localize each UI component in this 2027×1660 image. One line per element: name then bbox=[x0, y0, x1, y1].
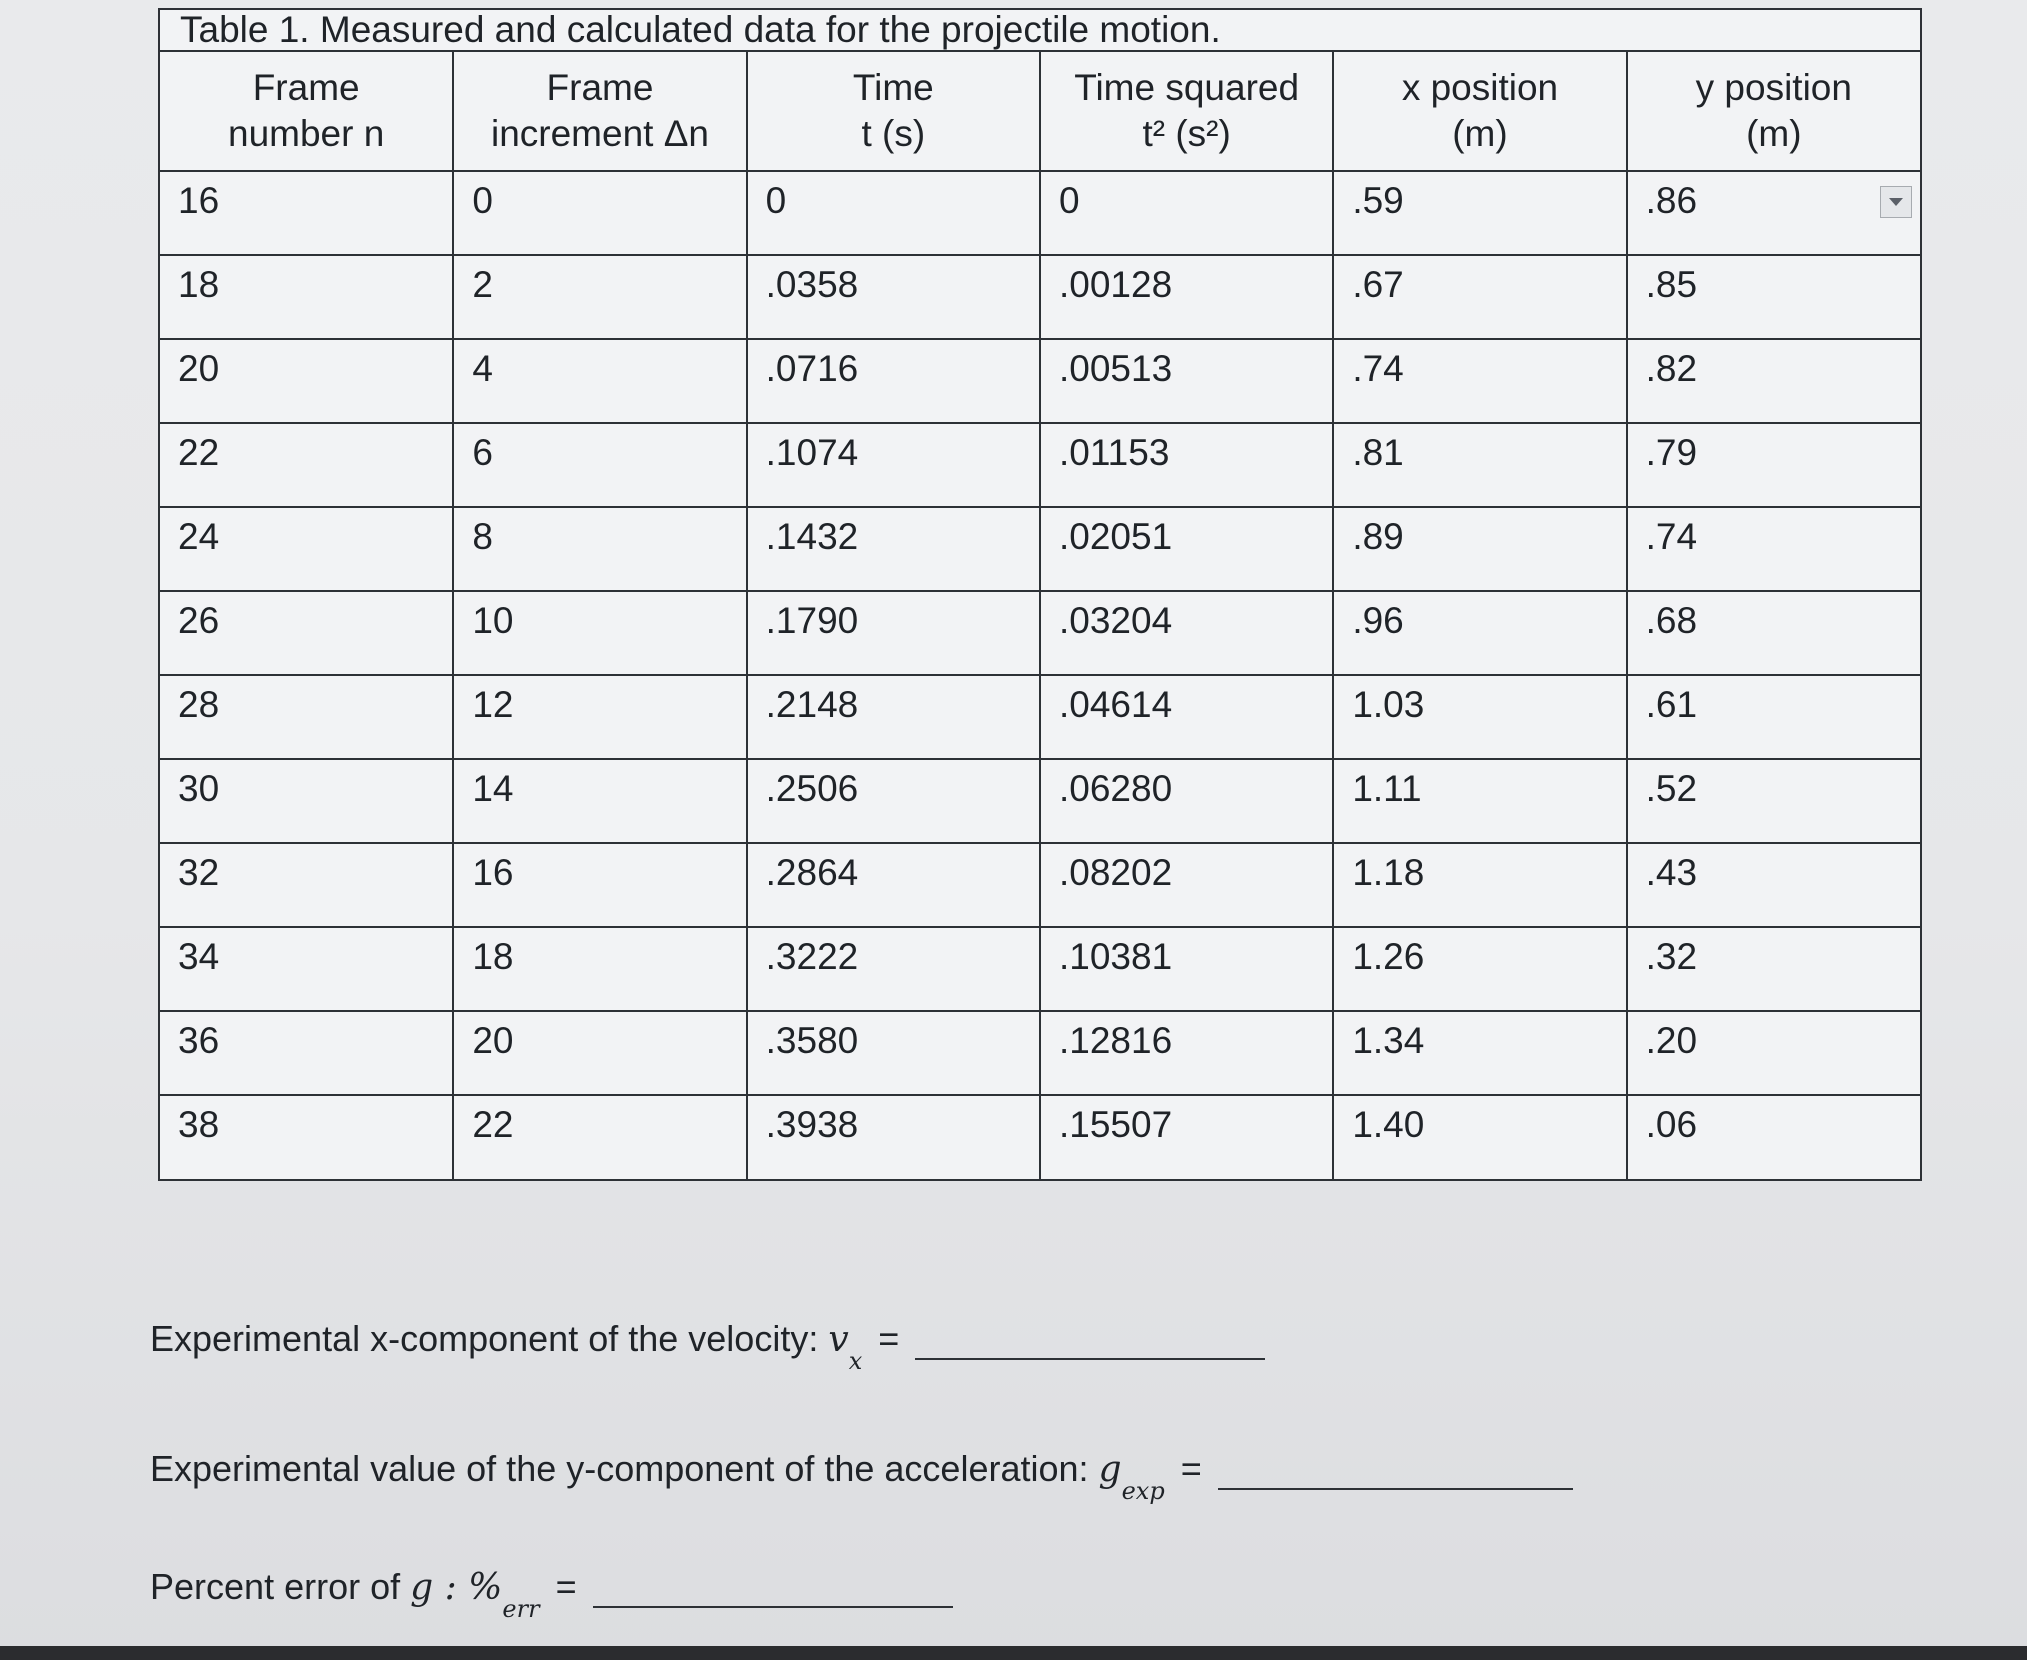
table-row bbox=[160, 1011, 1920, 1095]
symbol-gexp: g bbox=[1098, 1449, 1122, 1490]
header-x-position-line1: x position bbox=[1401, 67, 1559, 108]
cell-frame-number[interactable]: 36 bbox=[160, 1011, 453, 1095]
answer-blank-vx[interactable] bbox=[915, 1334, 1265, 1360]
question-gexp bbox=[150, 1448, 1573, 1505]
cell-y-position[interactable]: .20 bbox=[1627, 1011, 1920, 1095]
cell-time[interactable]: 0 bbox=[747, 171, 1040, 255]
header-time-squared-line1: Time squared bbox=[1074, 67, 1300, 108]
table-row bbox=[160, 759, 1920, 843]
cell-time[interactable]: .2148 bbox=[747, 675, 1040, 759]
header-frame-number bbox=[160, 52, 453, 171]
table-row bbox=[160, 675, 1920, 759]
header-time-squared-line2: t² (s²) bbox=[1142, 113, 1231, 154]
cell-y-position: .86 bbox=[1645, 180, 1698, 221]
cell-frame-number[interactable]: 16 bbox=[160, 171, 453, 255]
cell-frame-number[interactable]: 38 bbox=[160, 1095, 453, 1179]
cell-time-squared[interactable]: .06280 bbox=[1040, 759, 1333, 843]
header-frame-number-line1: Frame bbox=[252, 67, 360, 108]
cell-time-squared[interactable]: 0 bbox=[1040, 171, 1333, 255]
cell-x-position[interactable]: .74 bbox=[1333, 339, 1626, 423]
answer-blank-perr[interactable] bbox=[593, 1582, 953, 1608]
table-caption: Table 1. Measured and calculated data for the projectile motion. bbox=[160, 10, 1920, 52]
header-x-position-line2: (m) bbox=[1452, 113, 1508, 154]
cell-y-position[interactable]: .61 bbox=[1627, 675, 1920, 759]
cell-y-position[interactable]: .32 bbox=[1627, 927, 1920, 1011]
cell-frame-increment[interactable]: 22 bbox=[453, 1095, 746, 1179]
table-row bbox=[160, 843, 1920, 927]
header-frame-increment bbox=[453, 52, 746, 171]
cell-y-position[interactable]: .52 bbox=[1627, 759, 1920, 843]
cell-y-position[interactable]: .43 bbox=[1627, 843, 1920, 927]
cell-frame-number[interactable]: 18 bbox=[160, 255, 453, 339]
projectile-data-table bbox=[160, 52, 1920, 1179]
data-table-frame bbox=[158, 8, 1922, 1181]
symbol-perr: g : % bbox=[410, 1567, 503, 1608]
table-header-row bbox=[160, 52, 1920, 171]
cell-x-position[interactable]: 1.40 bbox=[1333, 1095, 1626, 1179]
header-frame-increment-line1: Frame bbox=[546, 67, 654, 108]
table-row bbox=[160, 507, 1920, 591]
cell-time-squared[interactable]: .08202 bbox=[1040, 843, 1333, 927]
header-y-position-line1: y position bbox=[1695, 67, 1852, 108]
table-row bbox=[160, 339, 1920, 423]
cell-frame-increment[interactable]: 2 bbox=[453, 255, 746, 339]
header-time bbox=[747, 52, 1040, 171]
cell-frame-increment[interactable]: 14 bbox=[453, 759, 746, 843]
header-time-squared bbox=[1040, 52, 1333, 171]
header-frame-number-line2: number n bbox=[228, 113, 385, 154]
equals-perr: = bbox=[555, 1566, 577, 1607]
equals-vx: = bbox=[878, 1318, 900, 1359]
cell-y-position[interactable]: .82 bbox=[1627, 339, 1920, 423]
cell-y-position-with-dropdown[interactable] bbox=[1627, 171, 1920, 255]
cell-time[interactable]: .2506 bbox=[747, 759, 1040, 843]
cell-x-position[interactable]: 1.26 bbox=[1333, 927, 1626, 1011]
cell-time-squared[interactable]: .10381 bbox=[1040, 927, 1333, 1011]
dropdown-arrow-icon[interactable] bbox=[1880, 186, 1912, 218]
cell-time[interactable]: .3580 bbox=[747, 1011, 1040, 1095]
cell-time[interactable]: .2864 bbox=[747, 843, 1040, 927]
cell-y-position[interactable]: .85 bbox=[1627, 255, 1920, 339]
cell-x-position[interactable]: 1.03 bbox=[1333, 675, 1626, 759]
cell-time[interactable]: .3938 bbox=[747, 1095, 1040, 1179]
cell-frame-number[interactable]: 24 bbox=[160, 507, 453, 591]
cell-frame-increment[interactable]: 4 bbox=[453, 339, 746, 423]
cell-x-position[interactable]: .81 bbox=[1333, 423, 1626, 507]
cell-frame-number[interactable]: 34 bbox=[160, 927, 453, 1011]
header-time-line2: t (s) bbox=[861, 113, 926, 154]
question-perr-label: Percent error of bbox=[150, 1566, 401, 1607]
question-perr bbox=[150, 1566, 953, 1623]
cell-x-position[interactable]: .96 bbox=[1333, 591, 1626, 675]
bottom-edge-bar bbox=[0, 1646, 2027, 1660]
cell-frame-number[interactable]: 22 bbox=[160, 423, 453, 507]
cell-x-position[interactable]: .89 bbox=[1333, 507, 1626, 591]
cell-time-squared[interactable]: .03204 bbox=[1040, 591, 1333, 675]
equals-gexp: = bbox=[1180, 1448, 1202, 1489]
cell-y-position[interactable]: .06 bbox=[1627, 1095, 1920, 1179]
cell-time[interactable]: .0716 bbox=[747, 339, 1040, 423]
header-frame-increment-line2: increment Δn bbox=[490, 113, 709, 154]
cell-x-position[interactable]: .59 bbox=[1333, 171, 1626, 255]
cell-frame-increment[interactable]: 16 bbox=[453, 843, 746, 927]
subscript-perr: err bbox=[502, 1595, 540, 1623]
cell-frame-increment[interactable]: 8 bbox=[453, 507, 746, 591]
cell-frame-increment[interactable]: 12 bbox=[453, 675, 746, 759]
cell-frame-number[interactable]: 28 bbox=[160, 675, 453, 759]
cell-x-position[interactable]: 1.18 bbox=[1333, 843, 1626, 927]
cell-x-position[interactable]: 1.11 bbox=[1333, 759, 1626, 843]
cell-time[interactable]: .1074 bbox=[747, 423, 1040, 507]
cell-time[interactable]: .1432 bbox=[747, 507, 1040, 591]
table-row bbox=[160, 171, 1920, 255]
cell-time-squared[interactable]: .02051 bbox=[1040, 507, 1333, 591]
answer-blank-gexp[interactable] bbox=[1218, 1464, 1573, 1490]
cell-time[interactable]: .0358 bbox=[747, 255, 1040, 339]
table-row bbox=[160, 591, 1920, 675]
question-vx bbox=[150, 1318, 1265, 1375]
header-y-position bbox=[1627, 52, 1920, 171]
cell-frame-increment[interactable]: 10 bbox=[453, 591, 746, 675]
cell-y-position[interactable]: .74 bbox=[1627, 507, 1920, 591]
cell-y-position[interactable]: .68 bbox=[1627, 591, 1920, 675]
header-x-position bbox=[1333, 52, 1626, 171]
cell-time[interactable]: .1790 bbox=[747, 591, 1040, 675]
worksheet bbox=[150, 8, 1920, 1648]
cell-y-position[interactable]: .79 bbox=[1627, 423, 1920, 507]
table-row bbox=[160, 927, 1920, 1011]
subscript-vx: x bbox=[848, 1347, 863, 1375]
cell-frame-number[interactable]: 30 bbox=[160, 759, 453, 843]
table-row bbox=[160, 423, 1920, 507]
subscript-gexp: exp bbox=[1121, 1477, 1165, 1505]
cell-time-squared[interactable]: .00513 bbox=[1040, 339, 1333, 423]
cell-x-position[interactable]: 1.34 bbox=[1333, 1011, 1626, 1095]
cell-time-squared[interactable]: .15507 bbox=[1040, 1095, 1333, 1179]
cell-frame-increment[interactable]: 20 bbox=[453, 1011, 746, 1095]
question-vx-label: Experimental x-component of the velocity: bbox=[150, 1318, 819, 1359]
symbol-vx: v bbox=[828, 1319, 849, 1360]
question-gexp-label: Experimental value of the y-component of the acceleration: bbox=[150, 1448, 1089, 1489]
cell-frame-number[interactable]: 32 bbox=[160, 843, 453, 927]
cell-time-squared[interactable]: .01153 bbox=[1040, 423, 1333, 507]
cell-time-squared[interactable]: .00128 bbox=[1040, 255, 1333, 339]
header-time-line1: Time bbox=[852, 67, 934, 108]
cell-frame-increment[interactable]: 18 bbox=[453, 927, 746, 1011]
cell-time-squared[interactable]: .04614 bbox=[1040, 675, 1333, 759]
table-row bbox=[160, 1095, 1920, 1179]
cell-time[interactable]: .3222 bbox=[747, 927, 1040, 1011]
table-row bbox=[160, 255, 1920, 339]
cell-x-position[interactable]: .67 bbox=[1333, 255, 1626, 339]
cell-frame-number[interactable]: 20 bbox=[160, 339, 453, 423]
cell-frame-increment[interactable]: 6 bbox=[453, 423, 746, 507]
cell-frame-number[interactable]: 26 bbox=[160, 591, 453, 675]
cell-time-squared[interactable]: .12816 bbox=[1040, 1011, 1333, 1095]
header-y-position-line2: (m) bbox=[1746, 113, 1802, 154]
cell-frame-increment[interactable]: 0 bbox=[453, 171, 746, 255]
